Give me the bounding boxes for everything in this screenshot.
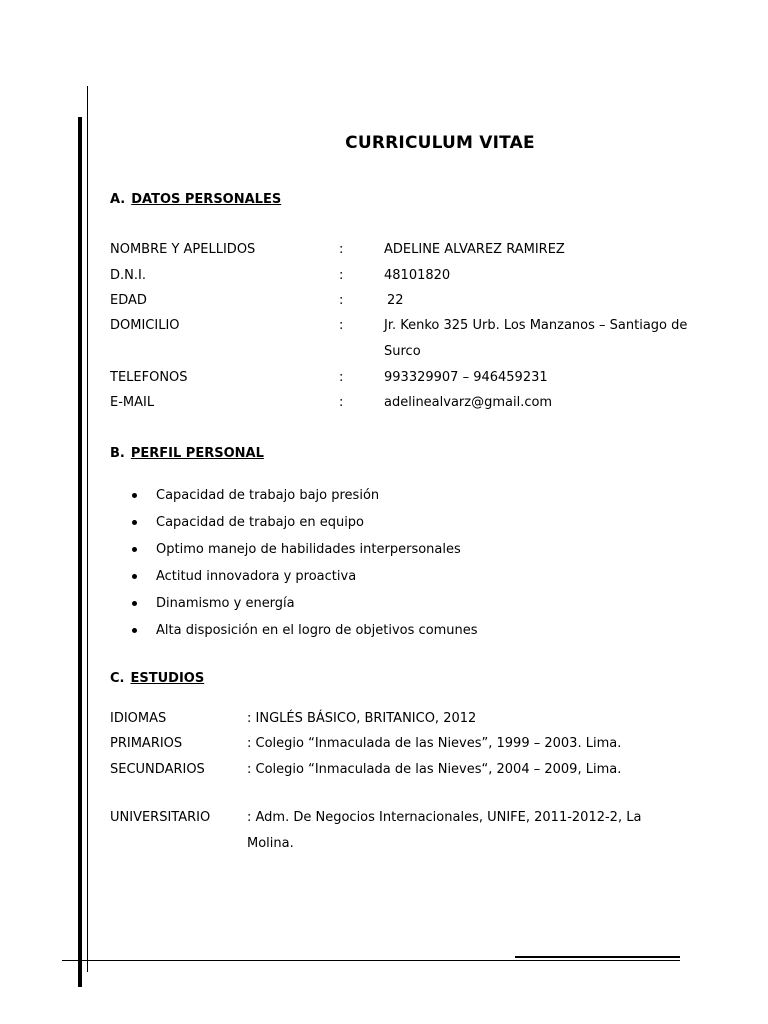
row-separator: : (339, 242, 344, 257)
section-heading-profile (110, 446, 264, 461)
row-separator: : (339, 370, 344, 385)
page-border-thick (78, 117, 82, 987)
bullet-icon (132, 547, 137, 552)
bullet-icon (132, 520, 137, 525)
document-title: CURRICULUM VITAE (345, 133, 535, 153)
study-value: : Adm. De Negocios Internacionales, UNIFE, 2011-2012-2, La Molina. (247, 810, 642, 851)
list-item (130, 482, 478, 509)
study-value: : INGLÉS BÁSICO, BRITANICO, 2012 (247, 711, 477, 726)
list-item (130, 590, 478, 617)
bullet-icon (132, 601, 137, 606)
study-label: UNIVERSITARIO (110, 810, 211, 825)
row-value: adelinealvarz@gmail.com (384, 395, 553, 410)
study-value: : Colegio “Inmaculada de las Nieves“, 2004 – 2009, Lima. (247, 762, 622, 777)
list-item-text: Actitud innovadora y proactiva (156, 569, 357, 584)
list-item-text: Capacidad de trabajo en equipo (156, 515, 365, 530)
bottom-rule-thick (515, 956, 680, 958)
list-item-text: Alta disposición en el logro de objetivos comunes (156, 623, 478, 638)
row-value: Jr. Kenko 325 Urb. Los Manzanos – Santiago de Surco (384, 318, 688, 359)
bullet-icon (132, 493, 137, 498)
list-item (130, 509, 478, 536)
bottom-rule (62, 960, 680, 961)
list-item-text: Optimo manejo de habilidades interpersonales (156, 542, 461, 557)
study-label: PRIMARIOS (110, 736, 183, 751)
list-item-text: Dinamismo y energía (156, 596, 295, 611)
row-value: ADELINE ALVAREZ RAMIREZ (384, 242, 565, 257)
row-label: NOMBRE Y APELLIDOS (110, 242, 256, 257)
row-separator: : (339, 293, 344, 308)
section-title: PERFIL PERSONAL (130, 446, 264, 461)
row-value: 22 (387, 293, 404, 308)
list-item (130, 563, 478, 590)
section-heading-studies (110, 671, 204, 686)
row-value: 993329907 – 946459231 (384, 370, 548, 385)
row-separator: : (339, 395, 344, 410)
list-item (130, 617, 478, 644)
section-title: ESTUDIOS (130, 671, 205, 686)
section-letter: B. (110, 446, 125, 461)
row-value: 48101820 (384, 268, 451, 283)
list-item (130, 536, 478, 563)
list-item-text: Capacidad de trabajo bajo presión (156, 488, 380, 503)
row-label: EDAD (110, 293, 147, 308)
study-value: : Colegio “Inmaculada de las Nieves”, 1999 – 2003. Lima. (247, 736, 622, 751)
row-separator: : (339, 268, 344, 283)
row-label: D.N.I. (110, 268, 146, 283)
row-label: TELEFONOS (110, 370, 188, 385)
row-label: DOMICILIO (110, 318, 180, 333)
study-label: IDIOMAS (110, 711, 167, 726)
bullet-icon (132, 628, 137, 633)
row-label: E-MAIL (110, 395, 155, 410)
page-border-thin (87, 86, 88, 972)
bullet-icon (132, 574, 137, 579)
section-title: DATOS PERSONALES (131, 192, 282, 207)
study-label: SECUNDARIOS (110, 762, 205, 777)
row-separator: : (339, 318, 344, 333)
profile-list (130, 482, 478, 644)
section-heading-personal (110, 192, 281, 207)
section-letter: A. (110, 192, 126, 207)
section-letter: C. (110, 671, 125, 686)
